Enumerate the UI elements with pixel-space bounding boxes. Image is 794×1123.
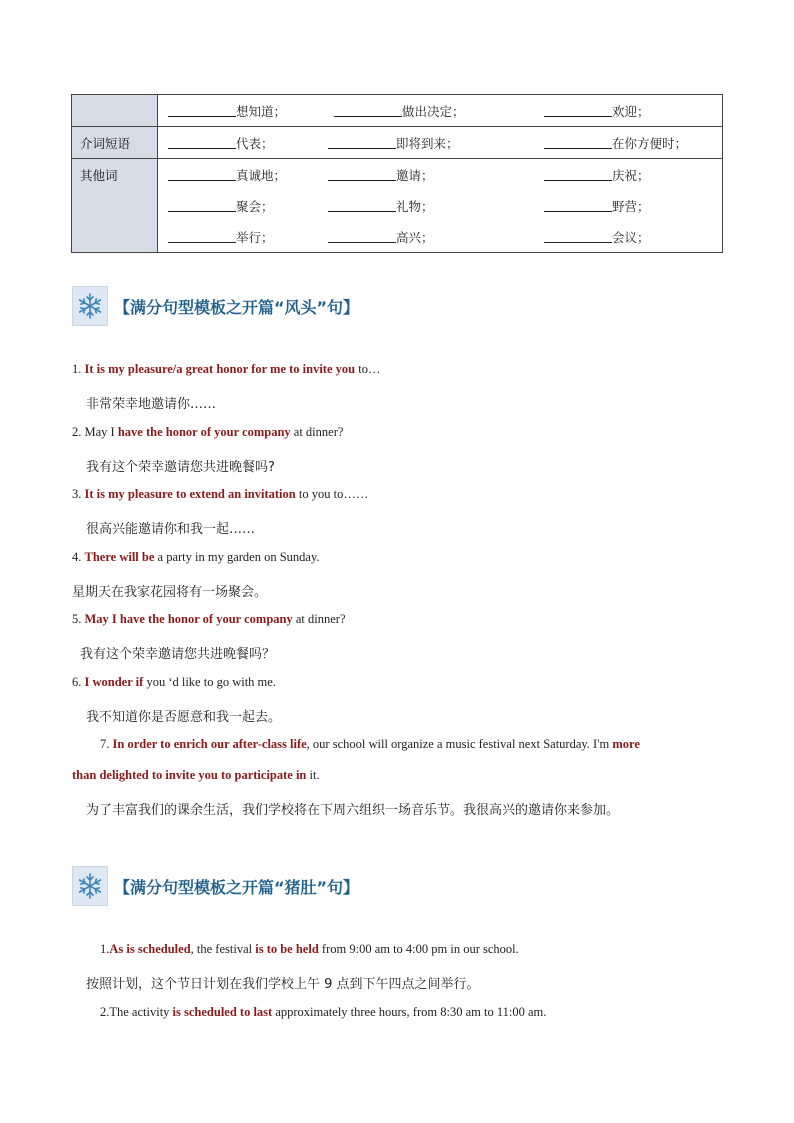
section-title: 【满分句型模板之开篇“猪肚”句】 <box>114 877 360 897</box>
vocab-item: 即将到来； <box>328 134 459 152</box>
table-row <box>72 127 723 159</box>
table-row <box>72 159 723 253</box>
sentence-line: 6. I wonder if you ‘d like to go with me. <box>72 675 276 689</box>
words-cell <box>158 95 723 127</box>
word-line <box>158 190 722 221</box>
category-label: 其他词 <box>80 168 118 183</box>
vocab-item: 高兴； <box>328 228 434 246</box>
sentence-line: 4. There will be a party in my garden on Sunday. <box>72 550 320 564</box>
section-title: 【满分句型模板之开篇“风头”句】 <box>114 297 360 317</box>
sentence-line: 2.The activity is scheduled to last approximately three hours, from 8:30 am to 11:00 am. <box>100 1005 547 1019</box>
words-cell <box>158 127 723 159</box>
vocab-item: 真诚地； <box>168 166 286 184</box>
category-label <box>80 95 157 102</box>
vocab-item: 欢迎； <box>544 102 650 120</box>
vocab-item: 在你方便时； <box>544 134 687 152</box>
word-line <box>158 221 722 252</box>
vocab-item: 聚会； <box>168 197 274 215</box>
translation-line: 我不知道你是否愿意和我一起去。 <box>86 710 282 725</box>
word-line <box>158 127 722 158</box>
vocab-item: 礼物； <box>328 197 434 215</box>
word-line <box>158 95 722 126</box>
translation-line: 我有这个荣幸邀请您共进晚餐吗？ <box>80 647 276 662</box>
category-cell <box>72 159 158 253</box>
translation-line: 按照计划，这个节日计划在我们学校上午 9 点到下午四点之间举行。 <box>86 977 480 992</box>
words-cell <box>158 159 723 253</box>
sentence-line-continued: than delighted to invite you to participate in it. <box>72 768 320 782</box>
snowflake-icon <box>72 866 108 906</box>
snowflake-icon <box>72 286 108 326</box>
word-line <box>158 159 722 190</box>
vocab-item: 做出决定； <box>334 102 465 120</box>
vocab-item: 庆祝； <box>544 166 650 184</box>
sentence-line: 2. May I have the honor of your company at dinner? <box>72 425 344 439</box>
translation-line: 非常荣幸地邀请你…… <box>86 397 217 412</box>
translation-line: 我有这个荣幸邀请您共进晚餐吗? <box>86 460 275 475</box>
category-cell <box>72 95 158 127</box>
vocabulary-table <box>71 94 723 253</box>
table-row <box>72 95 723 127</box>
sentence-line: 5. May I have the honor of your company at dinner? <box>72 612 346 626</box>
vocab-item: 野营； <box>544 197 650 215</box>
sentence-line: 3. It is my pleasure to extend an invitation to you to…… <box>72 487 369 501</box>
vocab-item: 代表； <box>168 134 274 152</box>
category-label: 介词短语 <box>80 136 131 151</box>
vocab-item: 想知道； <box>168 102 286 120</box>
sentence-line: 7. In order to enrich our after-class life, our school will organize a music festival next Saturday. I'm more <box>100 737 640 751</box>
vocab-item: 会议； <box>544 228 650 246</box>
category-cell <box>72 127 158 159</box>
translation-line: 为了丰富我们的课余生活，我们学校将在下周六组织一场音乐节。我很高兴的邀请你来参加。 <box>86 803 620 818</box>
vocab-item: 举行； <box>168 228 274 246</box>
translation-line: 星期天在我家花园将有一场聚会。 <box>72 585 268 600</box>
vocab-item: 邀请； <box>328 166 434 184</box>
sentence-line: 1.As is scheduled, the festival is to be held from 9:00 am to 4:00 pm in our school. <box>100 942 519 956</box>
sentence-line: 1. It is my pleasure/a great honor for me to invite you to… <box>72 362 381 376</box>
section-heading <box>72 866 359 906</box>
section-heading <box>72 286 359 326</box>
translation-line: 很高兴能邀请你和我一起…… <box>86 522 256 537</box>
